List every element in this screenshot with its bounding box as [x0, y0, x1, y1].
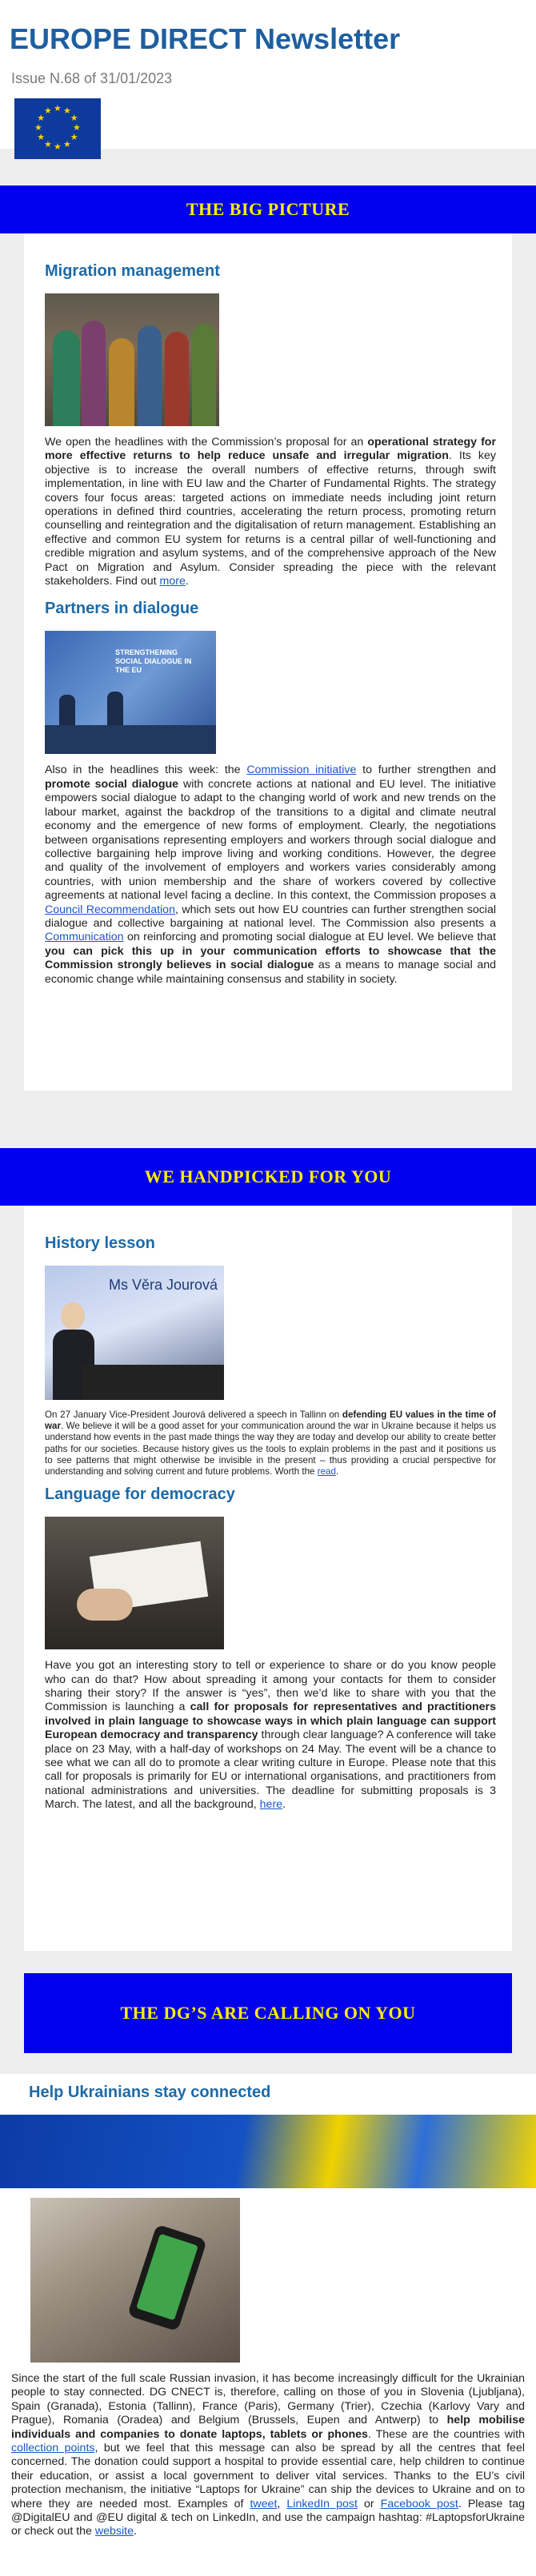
newsletter-header: [0, 0, 536, 152]
ukraine-text: Since the start of the full scale Russian invasion, it has become increasingly difficult for the Ukrainian people to stay connected. DG CNECT is, therefore, calling on those of you in Slovenia (Ljubljana), Spain (Granada), Estonia (Tallinn), France (Paris), Germany (Trier), Czechia (Karlovy Vary and Prague), Romania (Oradea) and Belgium (Brussels, Eupen and Antwerp) to help mobilise individuals and companies to donate laptops, tablets or phones. These are the countries with collection points, but we feel that this message can also be spread by all the centres that feel concerned. The donation could support a hospital to provide essential care, help children to continue their education, or assist a local government to deliver vital services. Thanks to the EU’s civil protection mechanism, the initiative “Laptops for Ukraine” can ship the devices to Ukraine and on to where they are needed most. Examples of tweet, LinkedIn post or Facebook post. Please tag @DigitalEU and @EU digital & tech on LinkedIn, and use the campaign hashtag: #LaptopsforUkraine or check out the website.: [11, 2372, 526, 2538]
handpicked-card: [24, 1206, 512, 1951]
eu-flag-icon: ★ ★ ★ ★ ★ ★ ★ ★ ★ ★ ★ ★: [14, 98, 101, 159]
facebook-post-link[interactable]: Facebook post: [380, 2497, 458, 2510]
language-heading: Language for democracy: [45, 1485, 235, 1504]
linkedin-post-link[interactable]: LinkedIn post: [286, 2497, 358, 2510]
migration-heading: Migration management: [45, 262, 220, 280]
tweet-link[interactable]: tweet: [250, 2497, 278, 2510]
commission-initiative-link[interactable]: Commission initiative: [246, 764, 357, 777]
read-link[interactable]: read: [317, 1466, 336, 1477]
collection-points-link[interactable]: collection points: [11, 2442, 95, 2455]
council-recommendation-link[interactable]: Council Recommendation: [45, 903, 175, 916]
communication-link[interactable]: Communication: [45, 931, 124, 944]
eu-ukraine-flags-photo: [0, 2115, 536, 2188]
dialogue-text: Also in the headlines this week: the Commission initiative to further strengthen and promote social dialogue with concrete actions at national and EU level. The initiative empowers social dialogue to adapt to the changing world of work and new trends on the labour market, against the backdrop of the transitions to a digital and climate neutral economy and the emergence of new forms of employment. Clearly, the negotiations between organisations representing employers and workers through social dialogue and collective bargaining help improve living and working conditions. However, the degree and quality of the involvement of employers and workers varies considerably among countries, with union membership and the share of workers covered by collective agreements at national level facing a decline. In this context, the Commission proposes a Council Recommendation, which sets out how EU countries can further strengthen social dialogue and collective bargaining at national level. The Commission also presents a Communication on reinforcing and promoting social dialogue at EU level. We believe that you can pick this up in your communication efforts to showcase that the Commission strongly believes in social dialogue as a means to manage social and economic change while maintaining consensus and stability in society.: [45, 764, 496, 986]
history-heading: History lesson: [45, 1234, 155, 1252]
history-photo: Ms Věra Jourová: [45, 1266, 224, 1400]
banner-handpicked: WE HANDPICKED FOR YOU: [0, 1148, 536, 1206]
website-link[interactable]: website: [94, 2525, 134, 2538]
here-link[interactable]: here: [259, 1798, 283, 1812]
more-link[interactable]: more: [159, 575, 186, 588]
calling-section: [0, 2074, 536, 2576]
language-text: Have you got an interesting story to tell or experience to share or do you know people who can do that? How about spreading it among your contacts for them to consider sharing their story? If the answer is “yes”, then we’d like to share with you that the Commission is launching a call for proposals for representatives and practitioners involved in plain language to showcase ways in which plain language can support European democracy and transparency through clear language? A conference will take place on 23 May, with a half-day of workshops on 24 May. The event will be a chance to see what we can all do to promote a clear writing culture in Europe. Please note that this call for proposals is primarily for EU or international organisations, and practitioners from national administrations and universities. The deadline for submitting proposals is 3 March. The latest, and all the background, here.: [45, 1659, 496, 1812]
issue-label: Issue N.68 of 31/01/2023: [11, 70, 173, 86]
phone-photo: [30, 2198, 240, 2363]
banner-calling: THE DG’S ARE CALLING ON YOU: [24, 1973, 512, 2053]
migration-text: We open the headlines with the Commission’s proposal for an operational strategy for more effective returns to help reduce unsafe and irregular migration. Its key objective is to increase the overall numbers of effective returns, through swift implementation, in line with EU law and the Charter of Fundamental Rights. The strategy covers four focus areas: targeted actions on immediate needs including joint return operations in defined third countries, accelerating the return process, promoting return counselling and reintegration and the digitalisation of return management. Establishing an effective and common EU system for returns is a central pillar of well-functioning and credible migration and asylum systems, and of the comprehensive approach of the New Pact on Migration and Asylum. Consider spreading the piece with the relevant stakeholders. Find out more.: [45, 436, 497, 588]
history-text: On 27 January Vice-President Jourová delivered a speech in Tallinn on defending EU values in the time of war. We believe it will be a good asset for your communication around the war in Ukraine because it helps us understand how events in the past made things the way they are today and develop our ability to create better paths for our societies. Because history gives us the tools to explain problems in the past and it positions us to see patterns that might otherwise be invisible in the present – thus providing a crucial perspective for understanding and solving current and future problems. Worth the read.: [45, 1410, 497, 1477]
ukraine-heading: Help Ukrainians stay connected: [29, 2084, 271, 2101]
language-photo: [45, 1517, 224, 1649]
dialogue-photo: STRENGTHENING SOCIAL DIALOGUE IN THE EU: [45, 631, 216, 754]
dialogue-heading: Partners in dialogue: [45, 600, 199, 618]
big-picture-card: [24, 233, 512, 1091]
newsletter-title: EUROPE DIRECT Newsletter: [10, 22, 401, 55]
migration-photo: [45, 293, 219, 426]
banner-big-picture: THE BIG PICTURE: [0, 185, 536, 233]
